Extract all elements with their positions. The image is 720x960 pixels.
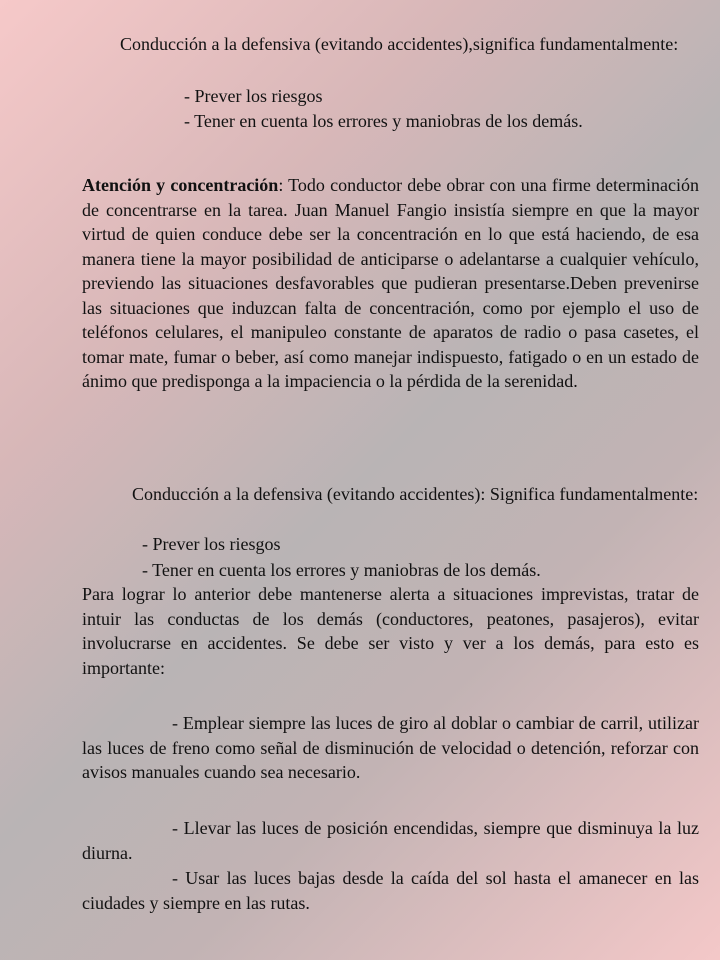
attention-heading: Atención y concentración — [82, 175, 279, 195]
defensive-item-2: - Tener en cuenta los errores y maniobras de los demás. — [142, 560, 541, 580]
bullet-3: - Usar las luces bajas desde la caída del sol hasta el amanecer en las ciudades y siempre en las rutas. — [82, 868, 699, 913]
defensive-item-1: - Prever los riesgos — [142, 534, 281, 554]
top-item-2: - Tener en cuenta los errores y maniobras de los demás. — [184, 111, 583, 131]
bullet-1: - Emplear siempre las luces de giro al doblar o cambiar de carril, utilizar las luces de freno como señal de disminución de velocidad o detención, reforzar con avisos manuales cuando sea necesario. — [82, 713, 699, 782]
defensive-intro: Conducción a la defensiva (evitando accidentes): Significa fundamentalmente: — [132, 484, 699, 504]
attention-body: : Todo conductor debe obrar con una firme determinación de concentrarse en la tarea. Juan Manuel Fangio insistía siempre en que la mayor virtud de quien conduce debe ser la concentración en lo que está haciendo, de esa manera tiene la mayor posibilidad de anticiparse o adelantarse a cualquier vehículo, previendo las situaciones desfavorables que pudieran presentarse.Deben prevenirse las situaciones que induzcan falta de concentración, como por ejemplo el uso de teléfonos celulares, el manipuleo constante de aparatos de radio o pasa casetes, el tomar mate, fumar o beber, así como manejar indispuesto, fatigado o en un estado de ánimo que predisponga a la impaciencia o la pérdida de la serenidad. — [82, 175, 699, 391]
defensive-paragraph: Para lograr lo anterior debe mantenerse alerta a situaciones imprevistas, tratar de intuir las conductas de los demás (conductores, peatones, pasajeros), evitar involucrarse en accidentes. Se debe ser visto y ver a los demás, para esto es importante: — [82, 584, 699, 678]
top-item-1: - Prever los riesgos — [184, 86, 323, 106]
bullet-2: - Llevar las luces de posición encendidas, siempre que disminuya la luz diurna. — [82, 818, 699, 863]
attention-paragraph — [82, 173, 699, 394]
top-intro-text: Conducción a la defensiva (evitando accidentes),significa fundamentalmente: — [120, 34, 679, 54]
top-intro — [82, 32, 699, 57]
